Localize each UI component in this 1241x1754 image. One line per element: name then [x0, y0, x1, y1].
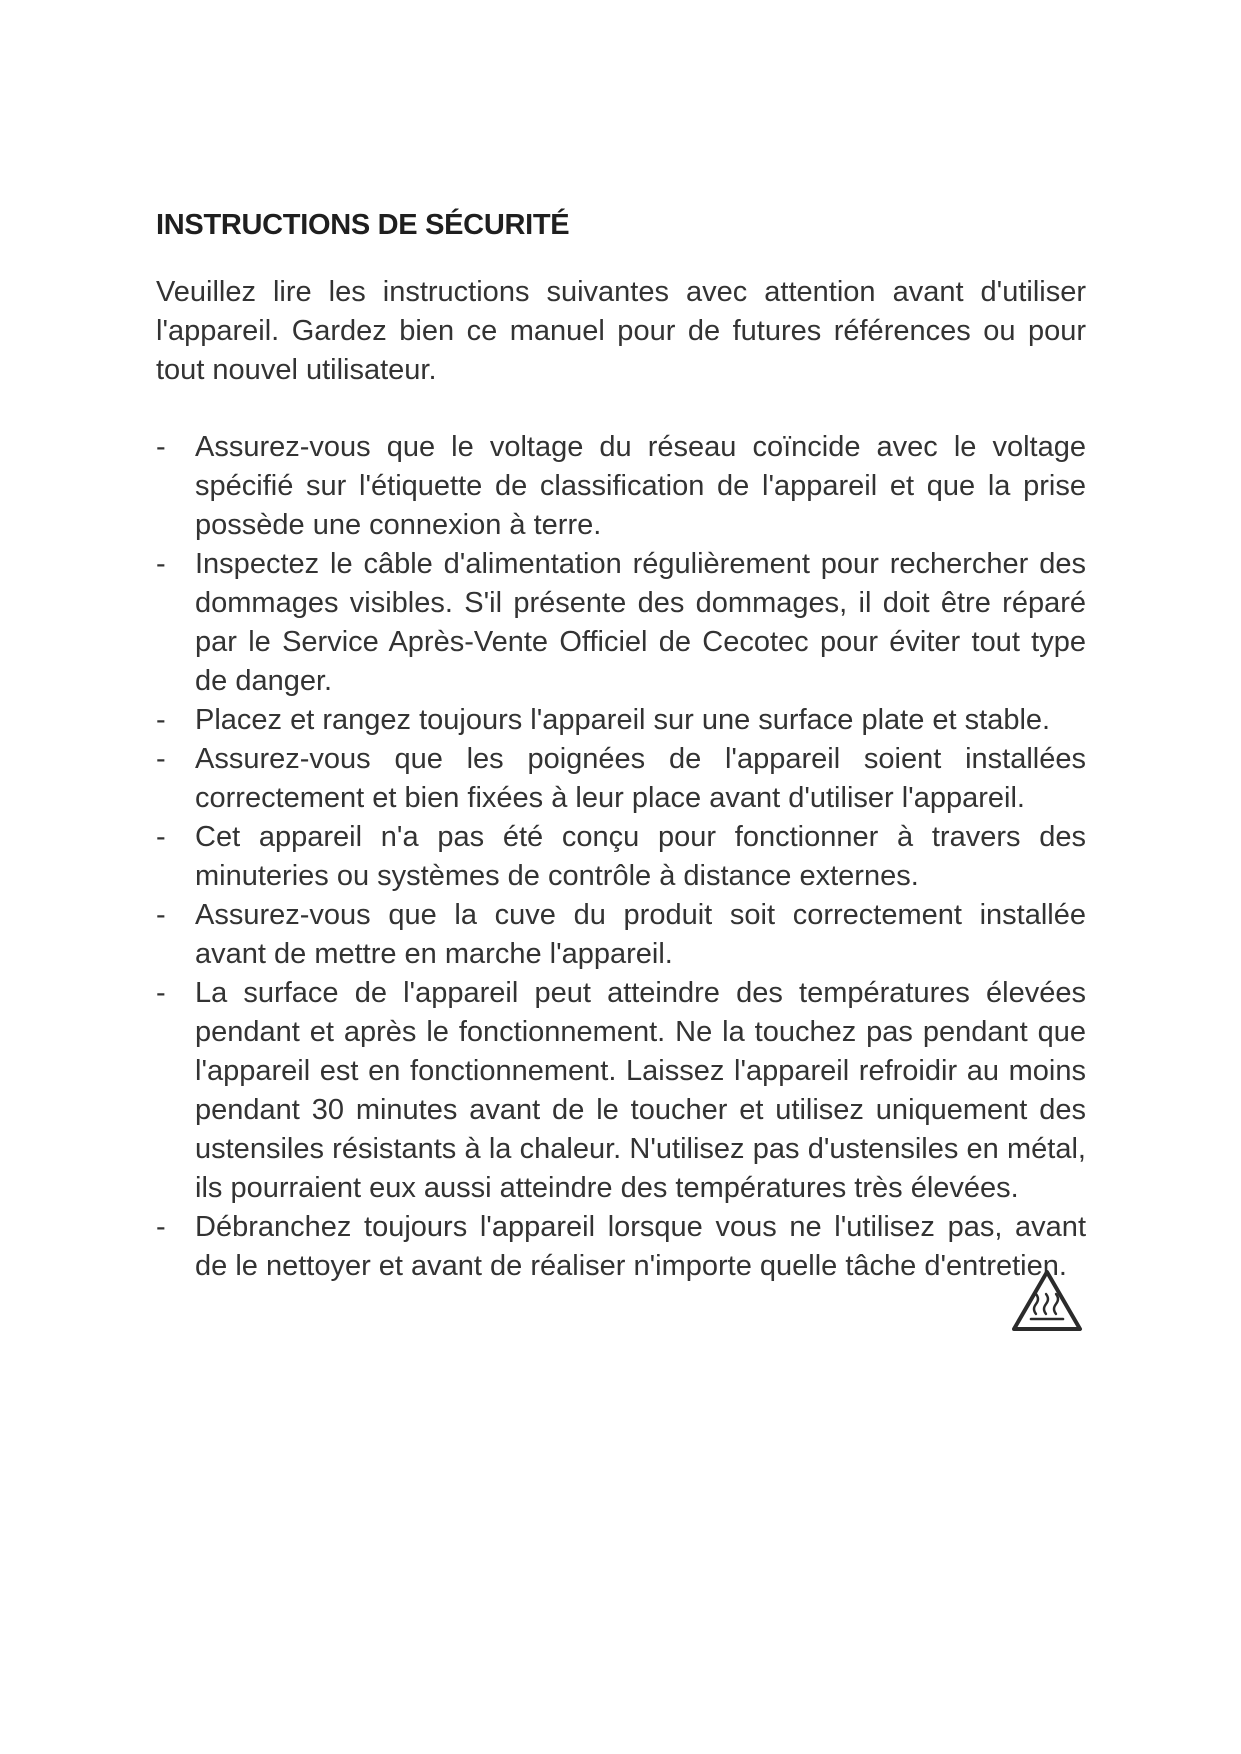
page-title: INSTRUCTIONS DE SÉCURITÉ: [156, 209, 570, 241]
list-item-text: Assurez-vous que les poignées de l'appareil soient installées correctement et bien fixées à leur place avant d'utiliser l'appareil.: [195, 743, 1086, 814]
safety-instructions-page: [156, 205, 1086, 1286]
list-item: [156, 974, 1086, 1208]
list-item: [156, 545, 1086, 701]
list-item: [156, 701, 1086, 740]
bullet-dash: -: [156, 899, 166, 931]
bullet-dash: -: [156, 548, 166, 580]
list-item-text: Cet appareil n'a pas été conçu pour fonctionner à travers des minuteries ou systèmes de contrôle à distance externes.: [195, 821, 1086, 892]
list-item-text: Assurez-vous que la cuve du produit soit correctement installée avant de mettre en marche l'appareil.: [195, 899, 1086, 970]
list-item: [156, 818, 1086, 896]
list-item-text: La surface de l'appareil peut atteindre des températures élevées pendant et après le fonctionnement. Ne la touchez pas pendant que l'appareil est en fonctionnement. Laissez l'appareil refroidir au moins pendant 30 minutes avant de le toucher et utilisez uniquement des ustensiles résistants à la chaleur. N'utilisez pas d'ustensiles en métal, ils pourraient eux aussi atteindre des températures très élevées.: [195, 977, 1086, 1204]
list-item-text: Inspectez le câble d'alimentation régulièrement pour rechercher des dommages visibles. S'il présente des dommages, il doit être réparé par le Service Après-Vente Officiel de Cecotec pour éviter tout type de danger.: [195, 548, 1086, 697]
list-item: [156, 896, 1086, 974]
bullet-dash: -: [156, 977, 166, 1009]
list-item-text: Assurez-vous que le voltage du réseau coïncide avec le voltage spécifié sur l'étiquette de classification de l'appareil et que la prise possède une connexion à terre.: [195, 431, 1086, 541]
list-item: [156, 428, 1086, 545]
intro-paragraph: Veuillez lire les instructions suivantes avec attention avant d'utiliser l'appareil. Gardez bien ce manuel pour de futures références ou pour tout nouvel utilisateur.: [156, 276, 1086, 386]
bullet-dash: -: [156, 1211, 166, 1243]
list-item-text: Débranchez toujours l'appareil lorsque vous ne l'utilisez pas, avant de le nettoyer et avant de réaliser n'importe quelle tâche d'entretien.: [195, 1211, 1086, 1282]
list-item: [156, 740, 1086, 818]
bullet-dash: -: [156, 431, 166, 463]
hot-surface-warning-icon: [1010, 1268, 1084, 1334]
bullet-dash: -: [156, 821, 166, 853]
bullet-dash: -: [156, 743, 166, 775]
bullet-dash: -: [156, 704, 166, 736]
list-item-text: Placez et rangez toujours l'appareil sur une surface plate et stable.: [195, 704, 1051, 736]
list-item: [156, 1208, 1086, 1286]
safety-rules-list: [156, 428, 1086, 1286]
